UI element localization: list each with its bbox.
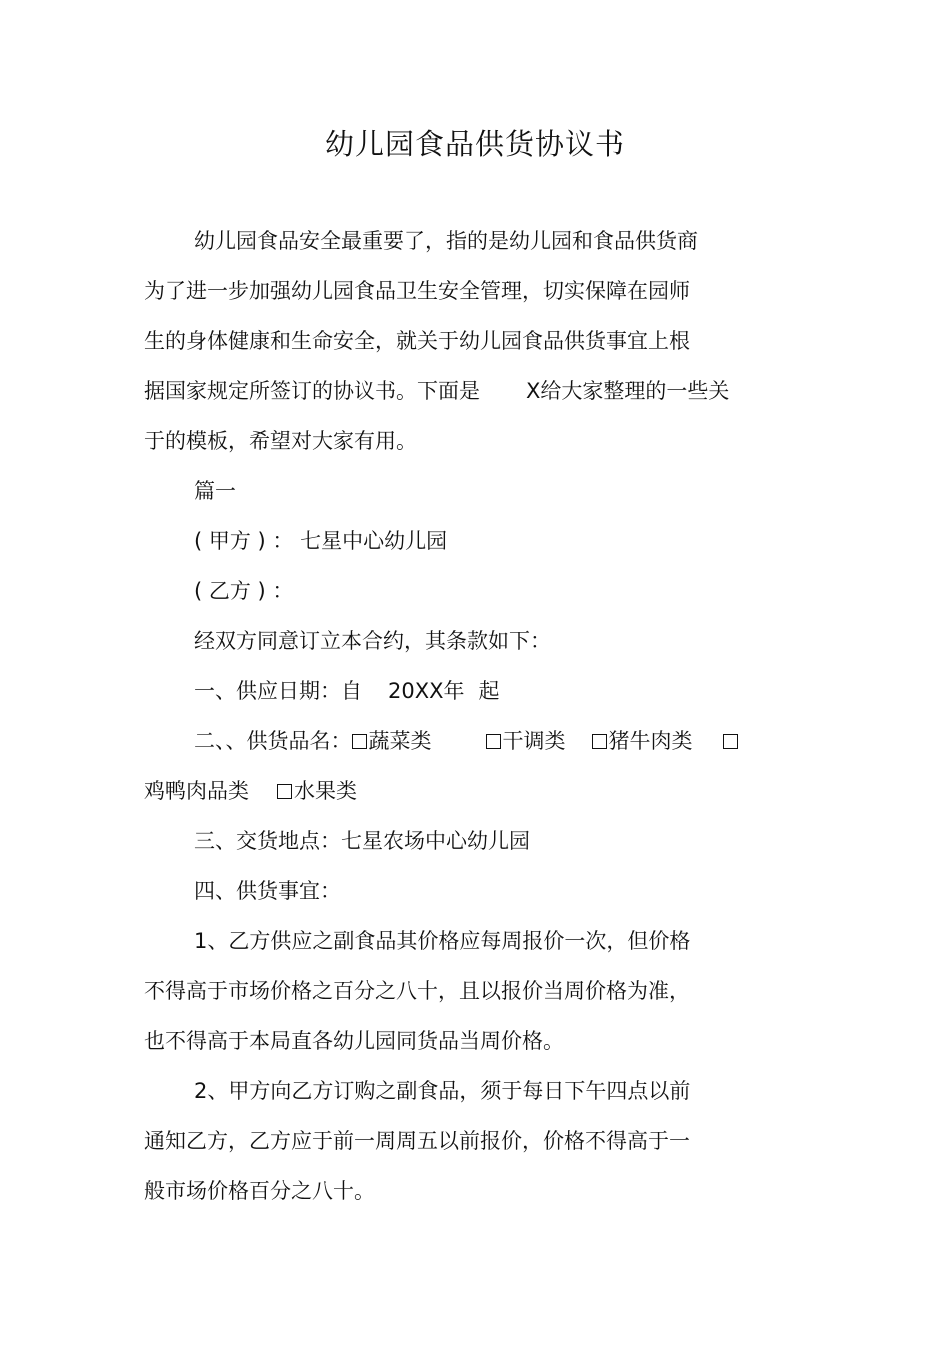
document-title: 幼儿园食品供货协议书 [324,127,625,161]
clause-1-line-1: 1、乙方供应之副食品其价格应每周报价一次，但价格 [194,929,691,953]
goods-line-1 [194,726,740,756]
party-b: ( 乙方 ) ： [194,579,294,603]
intro-line-4-part-a: 据国家规定所签订的协议书。下面是 [144,379,480,403]
clause-2-line-3: 般市场价格百分之八十。 [144,1179,375,1203]
goods-line-2 [144,776,357,806]
checkbox-icon [592,734,607,749]
delivery-place: 三、交货地点：七星农场中心幼儿园 [194,829,530,853]
supply-date [194,676,500,706]
goods-label: 二、、供货品名： [194,729,352,753]
goods-option-seasonings[interactable]: 干调类 [486,729,566,753]
goods-option-fruit[interactable]: 水果类 [277,779,357,803]
intro-line-1: 幼儿园食品安全最重要了，指的是幼儿园和食品供货商 [194,229,698,253]
goods-option-poultry-label: 鸡鸭肉品类 [144,779,249,803]
supply-date-label: 一、供应日期：自 [194,679,362,703]
clause-2-line-2: 通知乙方，乙方应于前一周周五以前报价，价格不得高于一 [144,1129,690,1153]
clause-1-line-3: 也不得高于本局直各幼儿园同货品当周价格。 [144,1029,564,1053]
checkbox-icon [352,734,367,749]
checkbox-icon [486,734,501,749]
checkbox-icon[interactable] [723,734,738,749]
agreement-line: 经双方同意订立本合约，其条款如下： [194,629,551,653]
checkbox-icon [277,784,292,799]
intro-line-2: 为了进一步加强幼儿园食品卫生安全管理，切实保障在园师 [144,279,690,303]
party-a: ( 甲方 ) ： 七星中心幼儿园 [194,529,448,553]
intro-line-3: 生的身体健康和生命安全，就关于幼儿园食品供货事宜上根 [144,329,690,353]
intro-line-4-part-b: X给大家整理的一些关 [526,379,730,403]
goods-option-pork-beef[interactable]: 猪牛肉类 [592,729,693,753]
clause-2-line-1: 2、甲方向乙方订购之副食品，须于每日下午四点以前 [194,1079,691,1103]
intro-line-5: 于的模板，希望对大家有用。 [144,429,417,453]
goods-option-vegetables[interactable]: 蔬菜类 [352,729,432,753]
clause-1-line-2: 不得高于市场价格之百分之八十，且以报价当周价格为准， [144,979,690,1003]
supply-date-value: 20XX年 [388,679,465,703]
section-heading: 篇一 [194,479,236,503]
intro-line-4 [144,376,729,406]
supply-matters-heading: 四、供货事宜： [194,879,341,903]
supply-date-suffix: 起 [478,679,500,703]
